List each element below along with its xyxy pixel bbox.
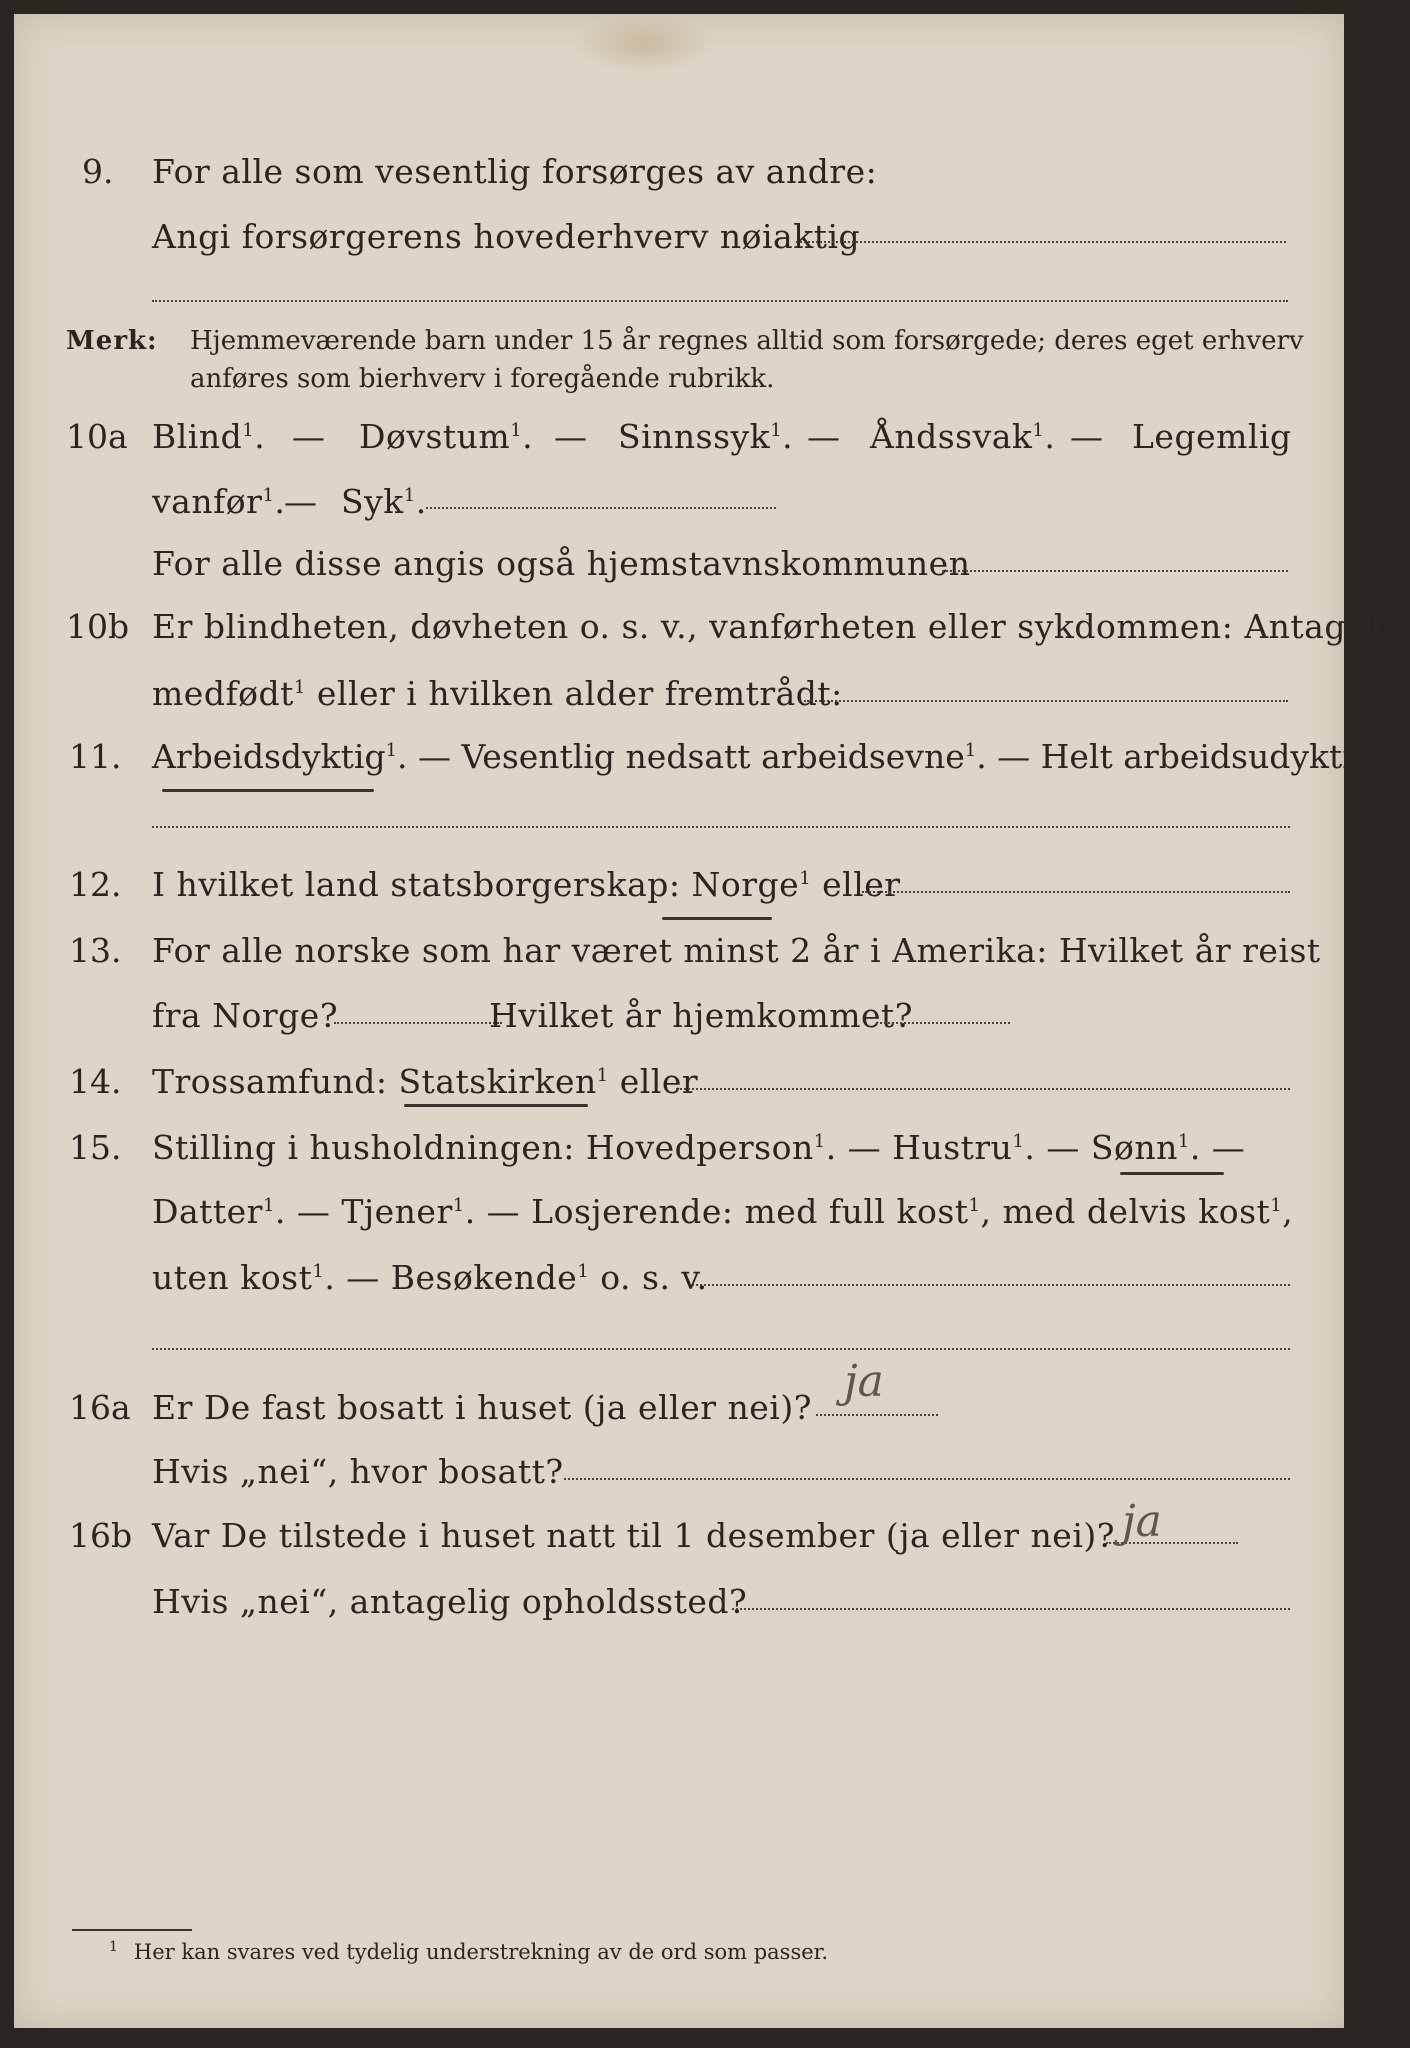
q9-text: For alle som vesentlig forsørges av andre: xyxy=(152,152,878,191)
q16a-answer-field[interactable] xyxy=(816,1414,938,1416)
q9-provider-label: Angi forsørgerens hovederhverv nøiaktig xyxy=(152,217,861,256)
form-page xyxy=(14,14,1410,2028)
q12-number: 12. xyxy=(69,865,122,904)
q10b-number: 10b xyxy=(66,607,130,646)
q15-line-3: uten kost$^1$. — Besøkende$^1$ o. s. v. xyxy=(152,1258,708,1297)
q10a-dash-5: — xyxy=(284,482,318,521)
q10b-text: Er blindheten, døvheten o. s. v., vanførheten eller sykdommen: Antagelig xyxy=(152,607,1410,646)
q12-answer-underline xyxy=(662,917,772,920)
q10b-age-field[interactable] xyxy=(804,700,1288,702)
q16a-text: Er De fast bosatt i huset (ja eller nei)? xyxy=(152,1388,812,1427)
q11-answer-underline xyxy=(162,789,374,792)
q15-line-1: Stilling i husholdningen: Hovedperson$^1$. — Hustru$^1$. — Sønn$^1$. — xyxy=(152,1128,1246,1167)
q9-extra-line[interactable] xyxy=(152,300,1288,302)
merk-text-1: Hjemmeværende barn under 15 år regnes alltid som forsørgede; deres eget erhverv xyxy=(190,326,1304,356)
q16b-text: Var De tilstede i huset natt til 1 desember (ja eller nei)? xyxy=(152,1516,1115,1555)
q9-provider-field[interactable] xyxy=(796,241,1286,243)
q11-number: 11. xyxy=(69,737,122,776)
q12-country-field[interactable] xyxy=(862,891,1290,893)
q11-text: Arbeidsdyktig$^1$. — Vesentlig nedsatt arbeidsevne$^1$. — Helt arbeidsudyktig$^1$. xyxy=(152,737,1396,776)
q16b-where-label: Hvis „nei“, antagelig opholdssted? xyxy=(152,1582,748,1621)
q10a-dash-3: — xyxy=(807,417,841,456)
q9-number: 9. xyxy=(82,152,114,191)
q10a-dash-4: — xyxy=(1070,417,1104,456)
q14-number: 14. xyxy=(69,1062,122,1101)
q13-return-label: Hvilket år hjemkommet? xyxy=(489,996,913,1035)
q15-answer-underline xyxy=(1120,1172,1224,1175)
q16b-where-field[interactable] xyxy=(732,1608,1290,1610)
q14-text: Trossamfund: Statskirken$^1$ eller xyxy=(152,1062,699,1101)
q11-extra-line[interactable] xyxy=(152,826,1290,828)
footnote: $^1$ Her kan svares ved tydelig understrekning av de ord som passer. xyxy=(109,1939,829,1964)
q13-number: 13. xyxy=(69,931,122,970)
q16a-number: 16a xyxy=(69,1388,131,1427)
merk-label: Merk: xyxy=(66,326,158,356)
q10a-condition-field[interactable] xyxy=(426,507,776,509)
q16a-where-label: Hvis „nei“, hvor bosatt? xyxy=(152,1452,564,1491)
q10a-syk: Syk$^1$. xyxy=(341,482,427,521)
q10a-hometown-field[interactable] xyxy=(942,570,1288,572)
q10a-sinnssyk: Sinnssyk$^1$. xyxy=(618,417,794,456)
q16a-where-field[interactable] xyxy=(564,1478,1290,1480)
q14-faith-field[interactable] xyxy=(676,1088,1290,1090)
q10b-age-label: medfødt$^1$ eller i hvilken alder fremtrådt: xyxy=(152,674,843,713)
q10a-legemlig: Legemlig xyxy=(1132,417,1292,456)
paper-stain xyxy=(574,14,714,74)
q16b-number: 16b xyxy=(69,1516,133,1555)
q10a-dovstum: Døvstum$^1$. xyxy=(359,417,534,456)
q10a-blind: Blind$^1$. xyxy=(152,417,266,456)
q10a-andssvak: Åndssvak$^1$. xyxy=(870,417,1056,456)
q14-answer-underline xyxy=(404,1104,588,1107)
q10a-dash-1: — xyxy=(292,417,326,456)
q13-return-year-field[interactable] xyxy=(876,1022,1010,1024)
footnote-rule xyxy=(72,1929,192,1931)
q15-other-field[interactable] xyxy=(692,1284,1290,1286)
q10a-dash-2: — xyxy=(554,417,588,456)
q16a-handwritten-answer: ja xyxy=(844,1356,884,1407)
q10a-hometown-label: For alle disse angis også hjemstavnskommunen xyxy=(152,544,971,583)
q12-text: I hvilket land statsborgerskap: Norge$^1$ eller xyxy=(152,865,901,904)
q13-left-label: fra Norge? xyxy=(152,996,339,1035)
q10a-vanfor: vanfør$^1$. xyxy=(152,482,286,521)
q10a-number: 10a xyxy=(66,417,128,456)
q15-extra-line[interactable] xyxy=(152,1348,1290,1350)
q13-text: For alle norske som har været minst 2 år i Amerika: Hvilket år reist xyxy=(152,931,1321,970)
q15-number: 15. xyxy=(69,1128,122,1167)
q16b-handwritten-answer: ja xyxy=(1122,1496,1162,1547)
merk-text-2: anføres som bierhverv i foregående rubrikk. xyxy=(190,364,775,394)
q13-left-year-field[interactable] xyxy=(334,1022,502,1024)
q15-line-2: Datter$^1$. — Tjener$^1$. — Losjerende: med full kost$^1$, med delvis kost$^1$, xyxy=(152,1192,1294,1231)
